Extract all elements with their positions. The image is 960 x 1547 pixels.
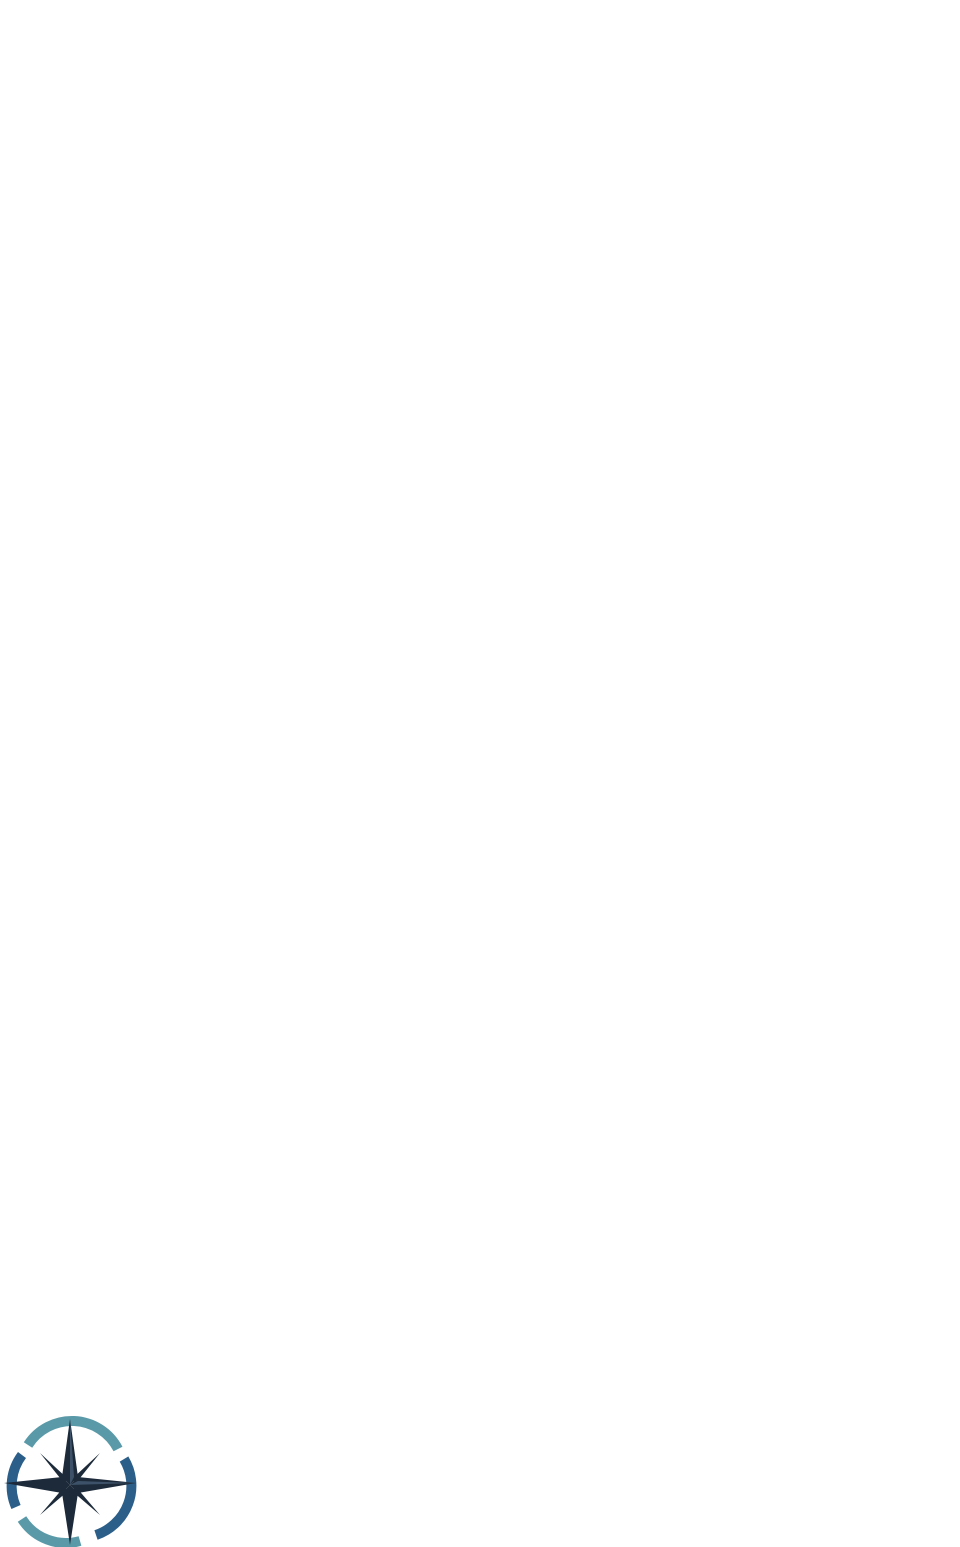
footer-logo (0, 1410, 600, 1547)
compass-star-logo-icon (0, 1415, 138, 1547)
